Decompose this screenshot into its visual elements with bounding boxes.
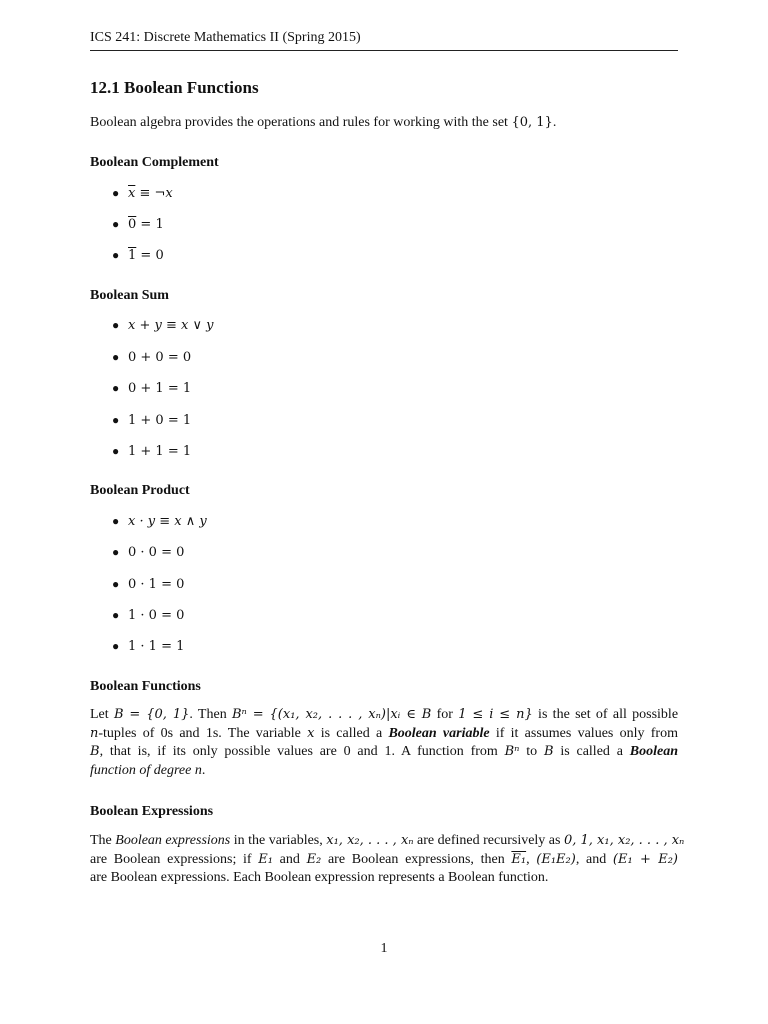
list-item: ● 0 + 0 = 0 — [112, 350, 192, 365]
list-item: ● 1 + 1 = 1 — [112, 444, 192, 459]
list-item: ● x + y ≡ x ∨ y — [112, 318, 214, 333]
list-item: ● 0 = 1 — [112, 217, 164, 232]
list-item: ● 1 + 0 = 1 — [112, 413, 192, 428]
paragraph-boolean-expressions: The Boolean expressions in the variables, x₁, x₂, . . . , xₙ are defined recursively as 0, 1, x₁, x₂, . . . , xₙ are Boolean expressions; if E₁ and E₂ are Boolean expressions, then E₁, (E₁E₂), and (E₁ + E₂) are Boolean expressions. Each Boolean expression represents a Boolean function. — [90, 833, 685, 885]
heading-boolean-product: Boolean Product — [90, 483, 190, 498]
page-number: 1 — [380, 941, 388, 956]
heading-boolean-expressions: Boolean Expressions — [90, 804, 214, 819]
heading-boolean-sum: Boolean Sum — [90, 288, 169, 303]
running-head: ICS 241: Discrete Mathematics II (Spring 2015) — [90, 30, 678, 51]
list-item: ● 0 + 1 = 1 — [112, 381, 192, 396]
paragraph-boolean-functions: Let B = {0, 1}. Then Bⁿ = {(x₁, x₂, . . . , xₙ)|xᵢ ∈ B for 1 ≤ i ≤ n} is the set of all possible n-tuples of 0s and 1s. The variable x is called a Boolean variable if it assumes values only from B, that is, if its only possible values are 0 and 1. A function from Bⁿ to B is called a Boolean function of degree n. — [90, 707, 679, 778]
intro-paragraph: Boolean algebra provides the operations and rules for working with the set {0, 1}. — [90, 115, 557, 130]
list-item: ● 0 · 1 = 0 — [112, 577, 185, 592]
list-item: ● 1 · 0 = 0 — [112, 608, 185, 623]
section-title: 12.1 Boolean Functions — [90, 78, 259, 97]
list-item: ● 1 · 1 = 1 — [112, 639, 185, 654]
list-item: ● 0 · 0 = 0 — [112, 545, 185, 560]
list-item: ● $\overline{x}$ ≡ ¬x — [112, 186, 173, 201]
heading-boolean-functions: Boolean Functions — [90, 679, 201, 694]
heading-boolean-complement: Boolean Complement — [90, 155, 219, 170]
list-item: ● x · y ≡ x ∧ y — [112, 514, 207, 529]
list-item: ● 1 = 0 — [112, 248, 164, 263]
